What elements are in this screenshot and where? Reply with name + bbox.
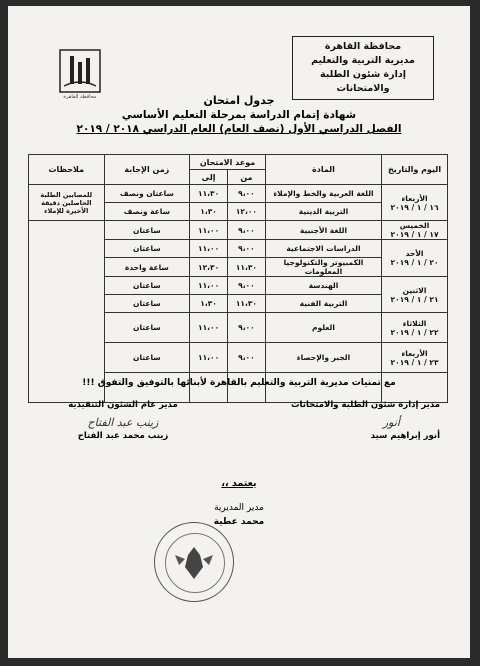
col-header-date: اليوم والتاريخ [382,155,448,185]
document-titles [8,94,470,136]
from-cell: ١١،٣٠ [228,258,266,277]
official-seal-icon [154,522,234,602]
closing-message: مع تمنيات مديرية التربية والتعليم بالقاهرة لأبنائها بالتوفيق والتفوق !!! [82,378,396,388]
approval-block [8,478,470,527]
document-title: جدول امتحان [203,94,275,107]
signature-title-left: مدير عام الشئون التنفيذية [68,400,178,410]
col-header-time: موعد الامتحان [190,155,266,170]
to-cell: ١١،٠٠ [190,343,228,373]
signature-block-right [270,400,440,441]
subject-cell: التربية الدينية [265,203,381,221]
signature-title-right: مدير إدارة شئون الطلبة والامتحانات [291,400,440,410]
exam-schedule-table [28,154,448,403]
subject-cell: الجبر والإحصاء [265,343,381,373]
to-cell: ١،٣٠ [190,203,228,221]
col-header-notes: ملاحظات [29,155,105,185]
col-header-subject: المادة [265,155,381,185]
duration-cell: ساعة واحدة [104,258,190,277]
date-cell: الأحد ٢٠ / ١ / ٢٠١٩ [382,240,448,277]
to-cell: ١١،٠٠ [190,313,228,343]
to-cell: ١١،٠٠ [190,240,228,258]
duration-cell: ساعتان [104,277,190,295]
certificate-line: شهادة إتمام الدراسة بمرحلة التعليم الأساسي [121,109,357,121]
col-header-from: من [228,170,266,185]
duration-cell: ساعتان ونصف [104,185,190,203]
approval-name: محمد عطية [213,517,265,527]
eagle-emblem-icon [155,523,233,601]
table-header-row [29,155,448,170]
col-header-duration: زمن الإجابة [104,155,190,185]
date-cell: الثلاثاء ٢٢ / ١ / ٢٠١٩ [382,313,448,343]
subject-cell: العلوم [265,313,381,343]
duration-cell: ساعة ونصف [104,203,190,221]
notes-cell-empty [29,221,105,403]
from-cell: ٩،٠٠ [228,343,266,373]
to-cell: ١١،٠٠ [190,221,228,240]
directorate-line: مديرية التربية والتعليم [311,55,415,66]
signature-name-left: زينب محمد عبد الفتاح [77,431,169,441]
from-cell: ١٢،٠٠ [228,203,266,221]
signature-name-right: أنور إبراهيم سيد [370,431,440,441]
date-cell: الاثنين ٢١ / ١ / ٢٠١٩ [382,277,448,313]
issuer-header [292,36,434,100]
subject-cell: الكمبيوتر والتكنولوجيا المعلومات [265,258,381,277]
from-cell: ١١،٣٠ [228,295,266,313]
duration-cell: ساعتان [104,295,190,313]
from-cell: ٩،٠٠ [228,221,266,240]
governorate-logo-icon [58,48,102,94]
duration-cell: ساعتان [104,221,190,240]
governorate-line: محافظة القاهرة [324,41,402,52]
date-cell: الأربعاء ١٦ / ١ / ٢٠١٩ [382,185,448,221]
from-cell: ٩،٠٠ [228,277,266,295]
from-cell: ٩،٠٠ [228,313,266,343]
subject-cell: اللغة العربية والخط والإملاء [265,185,381,203]
signature-scribble-right: أنور [382,416,400,429]
approval-label: يعتمد ،، [221,478,257,489]
subject-cell: الهندسة [265,277,381,295]
date-cell: الأربعاء ٢٣ / ١ / ٢٠١٩ [382,343,448,373]
department-line: إدارة شئون الطلبة والامتحانات [320,69,406,94]
to-cell: ١١،٠٠ [190,277,228,295]
subject-cell: الدراسات الاجتماعية [265,240,381,258]
table-row [29,185,448,203]
to-cell: ١٢،٣٠ [190,258,228,277]
duration-cell: ساعتان [104,313,190,343]
term-line: الفصل الدراسي الأول (نصف العام) العام الدراسي ٢٠١٨ / ٢٠١٩ [76,123,402,135]
from-cell: ٩،٠٠ [228,185,266,203]
to-cell: ١،٣٠ [190,295,228,313]
subject-cell: اللغة الأجنبية [265,221,381,240]
notes-cell: للمصابين الطلبة الحاصلين دقيقة الأخيرة للإملاء [29,185,105,221]
signature-block-left [48,400,198,441]
duration-cell: ساعتان [104,343,190,373]
duration-cell: ساعتان [104,240,190,258]
approval-title: مدير المديرية [214,503,264,513]
signature-scribble-left: زينب عبد الفتاح [87,416,159,429]
logo-caption: محافظة القاهرة [63,94,97,100]
to-cell: ١١،٣٠ [190,185,228,203]
from-cell: ٩،٠٠ [228,240,266,258]
subject-cell: التربية الفنية [265,295,381,313]
col-header-to: إلى [190,170,228,185]
document-page [8,6,470,658]
table-row [29,221,448,240]
date-cell: الخميس ١٧ / ١ / ٢٠١٩ [382,221,448,240]
